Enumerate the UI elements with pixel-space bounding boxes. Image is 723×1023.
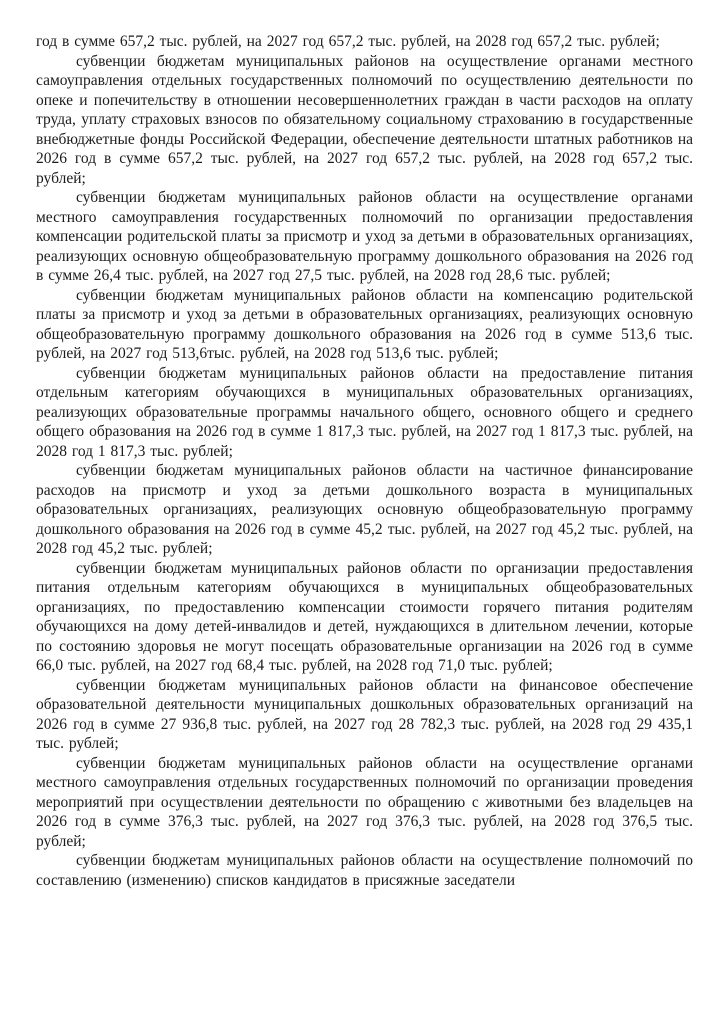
paragraph: субвенции бюджетам муниципальных районов области на осуществление органами местного самоуправления отдельных государственных полномочий по организации проведения мероприятий при осуществлении деятельности по обращению с животными без владельцев на 2026 год в сумме 376,3 тыс. рублей, на 2027 год 376,3 тыс. рублей, на 2028 год 376,5 тыс. рублей; — [36, 754, 693, 850]
paragraph: субвенции бюджетам муниципальных районов области на предоставление питания отдельным категориям обучающихся в муниципальных образовательных организациях, реализующих образовательные программы начального общего, основного общего и среднего общего образования на 2026 год в сумме 1 817,3 тыс. рублей, на 2027 год 1 817,3 тыс. рублей, на 2028 год 1 817,3 тыс. рублей; — [36, 364, 693, 460]
paragraph: субвенции бюджетам муниципальных районов области на финансовое обеспечение образовательной деятельности муниципальных дошкольных образовательных организаций на 2026 год в сумме 27 936,8 тыс. рублей, на 2027 год 28 782,3 тыс. рублей, на 2028 год 29 435,1 тыс. рублей; — [36, 676, 693, 752]
paragraph: субвенции бюджетам муниципальных районов области на осуществление полномочий по составлению (изменению) списков кандидатов в присяжные заседатели — [36, 852, 693, 889]
paragraph: субвенции бюджетам муниципальных районов области на осуществление органами местного самоуправления государственных полномочий по организации предоставления компенсации родительской платы за присмотр и уход за детьми в образовательных организациях, реализующих основную общеобразовательную программу дошкольного образования на 2026 год в сумме 26,4 тыс. рублей, на 2027 год 27,5 тыс. рублей, на 2028 год 28,6 тыс. рублей; — [36, 189, 693, 284]
paragraph: субвенции бюджетам муниципальных районов на осуществление органами местного самоуправления отдельных государственных полномочий по осуществлению деятельности по опеке и попечительству в отношении несовершеннолетних граждан в части расходов на оплату труда, уплату страховых взносов по обязательному социальному страхованию в государственные внебюджетные фонды Российской Федерации, обеспечение деятельности штатных работников на 2026 год в сумме 657,2 тыс. рублей, на 2027 год 657,2 тыс. рублей, на 2028 год 657,2 тыс. рублей; — [36, 52, 693, 187]
paragraph: субвенции бюджетам муниципальных районов области по организации предоставления питания отдельным категориям обучающихся в муниципальных общеобразовательных организациях, по предоставлению компенсации стоимости горячего питания родителям обучающихся на дому детей-инвалидов и детей, нуждающихся в длительном лечении, которые по состоянию здоровья не могут посещать образовательные организации на 2026 год в сумме 66,0 тыс. рублей, на 2027 год 68,4 тыс. рублей, на 2028 год 71,0 тыс. рублей; — [36, 559, 693, 674]
paragraph: субвенции бюджетам муниципальных районов области на компенсацию родительской платы за присмотр и уход за детьми в образовательных организациях, реализующих основную общеобразовательную программу дошкольного образования на 2026 год в сумме 513,6 тыс. рублей, на 2027 год 513,6тыс. рублей, на 2028 год 513,6 тыс. рублей; — [36, 286, 693, 362]
paragraph: субвенции бюджетам муниципальных районов области на частичное финансирование расходов на присмотр и уход за детьми дошкольного возраста в муниципальных образовательных организациях, реализующих основную общеобразовательную программу дошкольного образования на 2026 год в сумме 45,2 тыс. рублей, на 2027 год 45,2 тыс. рублей, на 2028 год 45,2 тыс. рублей; — [36, 462, 693, 557]
paragraph: год в сумме 657,2 тыс. рублей, на 2027 год 657,2 тыс. рублей, на 2028 год 657,2 тыс. рублей; — [36, 33, 660, 50]
